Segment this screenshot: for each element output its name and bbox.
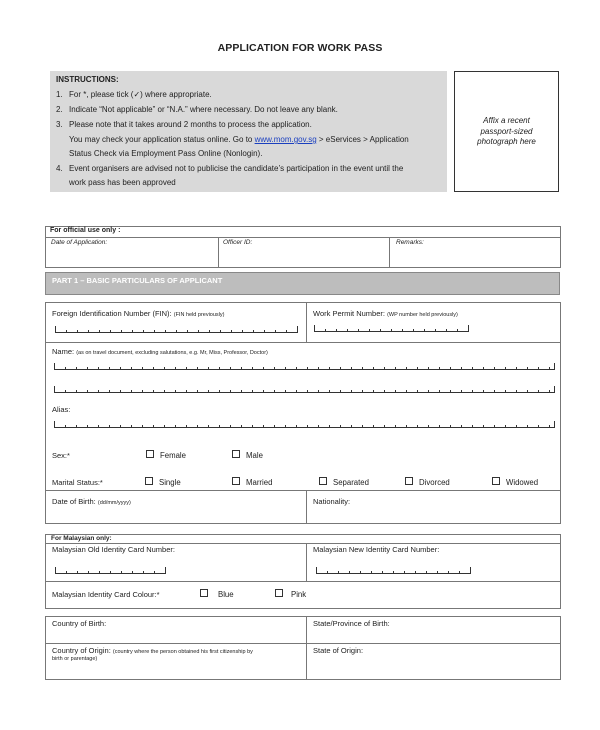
sex-label: Sex:*: [52, 451, 70, 460]
new-ic-input[interactable]: [316, 567, 471, 574]
state-of-origin-label: State of Origin:: [313, 646, 364, 655]
nationality-field[interactable]: [311, 508, 557, 520]
remarks-field[interactable]: [393, 248, 557, 265]
ic-colour-blue-checkbox[interactable]: [200, 589, 208, 597]
name-input-line2[interactable]: [54, 386, 555, 393]
form-title: APPLICATION FOR WORK PASS: [217, 42, 383, 54]
marital-status-label: Marital Status:*: [52, 478, 103, 487]
photo-box[interactable]: [454, 71, 559, 192]
marital-separated-checkbox[interactable]: [319, 477, 327, 485]
part1-header: [45, 272, 560, 295]
old-ic-input[interactable]: [55, 567, 166, 574]
dob-label: Date of Birth: (dd/mm/yyyy): [52, 497, 131, 506]
marital-widowed-checkbox[interactable]: [492, 477, 500, 485]
alias-label: Alias:: [52, 405, 71, 414]
sex-male-label: Male: [246, 451, 263, 460]
old-ic-label: Malaysian Old Identity Card Number:: [52, 545, 175, 554]
marital-divorced-label: Divorced: [419, 478, 450, 487]
officer-id-label: Officer ID:: [223, 239, 253, 246]
instructions-panel: [50, 71, 447, 192]
country-of-origin-note: birth or parentage): [52, 656, 98, 662]
nationality-label: Nationality:: [313, 497, 351, 506]
remarks-label: Remarks:: [396, 239, 424, 246]
officer-id-field[interactable]: [222, 248, 386, 265]
instruction-item: 2. Indicate “Not applicable” or “N.A.” where necessary. Do not leave any blank.: [56, 105, 338, 114]
ic-colour-label: Malaysian Identity Card Colour:*: [52, 590, 160, 599]
ic-colour-blue-label: Blue: [218, 590, 234, 599]
part1-title: PART 1 – BASIC PARTICULARS OF APPLICANT: [52, 276, 223, 285]
name-input-line1[interactable]: [54, 363, 555, 370]
instruction-continuation: Status Check via Employment Pass Online (Nonlogin).: [69, 149, 263, 158]
alias-input[interactable]: [54, 421, 555, 428]
sex-male-checkbox[interactable]: [232, 450, 240, 458]
photo-instruction: Affix a recent passport-sized photograph here: [477, 116, 536, 146]
sex-female-label: Female: [160, 451, 186, 460]
marital-single-checkbox[interactable]: [145, 477, 153, 485]
marital-married-checkbox[interactable]: [232, 477, 240, 485]
marital-married-label: Married: [246, 478, 273, 487]
instruction-item: 4. Event organisers are advised not to publicise the candidate’s participation in the event until the: [56, 164, 404, 173]
fin-label: Foreign Identification Number (FIN): (FIN held previously): [52, 309, 225, 318]
work-permit-input[interactable]: [314, 325, 469, 332]
official-use-heading: For official use only :: [50, 227, 121, 234]
mom-website-link[interactable]: www.mom.gov.sg: [254, 135, 317, 144]
instruction-continuation: work pass has been approved: [69, 178, 176, 187]
country-of-origin-label: Country of Origin: (country where the person obtained his first citizenship by: [52, 646, 253, 655]
marital-single-label: Single: [159, 478, 181, 487]
marital-widowed-label: Widowed: [506, 478, 539, 487]
ic-colour-pink-label: Pink: [291, 590, 307, 599]
date-of-application-field[interactable]: [50, 248, 215, 265]
country-of-birth-label: Country of Birth:: [52, 619, 107, 628]
malaysian-heading: For Malaysian only:: [51, 535, 112, 542]
instruction-continuation: You may check your application status online. Go to www.mom.gov.sg > eServices > Application: [69, 135, 409, 144]
state-of-birth-field[interactable]: [311, 629, 557, 641]
country-of-origin-field[interactable]: [50, 664, 302, 676]
ic-colour-pink-checkbox[interactable]: [275, 589, 283, 597]
work-permit-label: Work Permit Number: (WP number held previously): [313, 309, 458, 318]
state-of-birth-label: State/Province of Birth:: [313, 619, 390, 628]
dob-field[interactable]: [50, 508, 302, 520]
instruction-item: 3. Please note that it takes around 2 months to process the application.: [56, 120, 312, 129]
state-of-origin-field[interactable]: [311, 657, 557, 676]
sex-female-checkbox[interactable]: [146, 450, 154, 458]
new-ic-label: Malaysian New Identity Card Number:: [313, 545, 440, 554]
fin-input[interactable]: [55, 326, 298, 333]
country-of-birth-field[interactable]: [50, 629, 302, 641]
instruction-item: 1. For *, please tick (✓) where appropriate.: [56, 90, 212, 99]
marital-divorced-checkbox[interactable]: [405, 477, 413, 485]
name-label: Name: (as on travel document, excluding salutations, e.g. Mr, Miss, Professor, Doctor): [52, 347, 268, 356]
marital-separated-label: Separated: [333, 478, 369, 487]
instructions-heading: INSTRUCTIONS:: [56, 75, 119, 84]
date-of-application-label: Date of Application:: [51, 239, 108, 246]
